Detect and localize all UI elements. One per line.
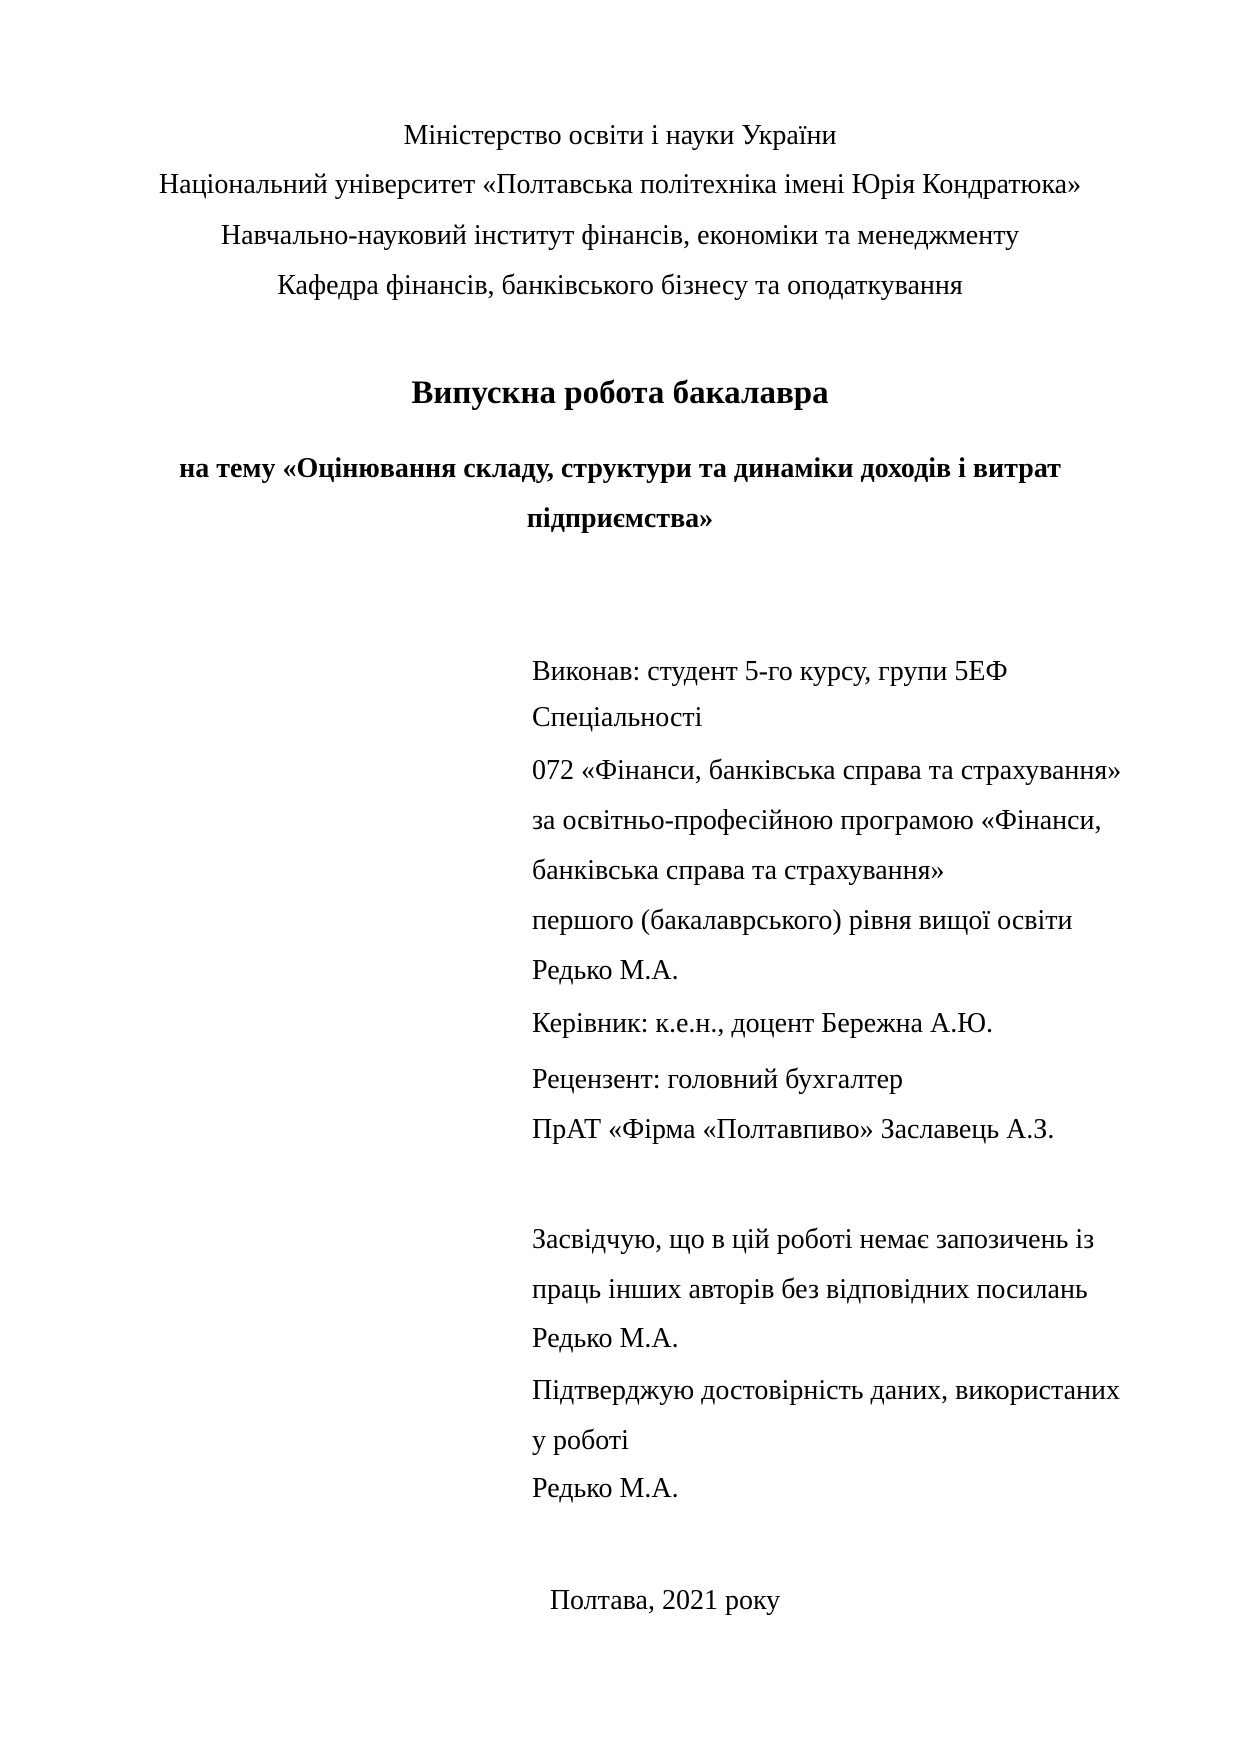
declaration-line: Підтверджую достовірність даних, використаних — [532, 1375, 1120, 1406]
topic-line-1: на тему «Оцінювання складу, структури та динаміки доходів і витрат — [179, 453, 1061, 484]
department-name: Кафедра фінансів, банківського бізнесу та оподаткування — [277, 270, 963, 301]
author-line: першого (бакалаврського) рівня вищої освіти — [532, 905, 1073, 936]
place-and-year: Полтава, 2021 року — [549, 1585, 781, 1616]
supervisor-line: Керівник: к.е.н., доцент Бережна А.Ю. — [532, 1008, 993, 1039]
reviewer-line: ПрАТ «Фірма «Полтавпиво» Заславець А.З. — [532, 1114, 1055, 1145]
author-line: за освітньо-професійною програмою «Фінанси, — [532, 805, 1102, 836]
ministry-name: Міністерство освіти і науки України — [403, 120, 837, 151]
author-line: 072 «Фінанси, банківська справа та страхування» — [532, 755, 1122, 786]
reviewer-line: Рецензент: головний бухгалтер — [532, 1064, 904, 1095]
author-line: Спеціальності — [532, 702, 703, 733]
university-name: Національний університет «Полтавська політехніка імені Юрія Кондратюка» — [158, 169, 1082, 200]
declaration-line: Засвідчую, що в цій роботі немає запозичень із — [532, 1224, 1095, 1255]
declaration-signature: Редько М.А. — [532, 1323, 679, 1354]
author-line: Виконав: студент 5-го курсу, групи 5ЕФ — [532, 656, 1008, 687]
declaration-line: у роботі — [532, 1425, 629, 1456]
author-name: Редько М.А. — [532, 955, 679, 986]
author-line: банківська справа та страхування» — [532, 855, 945, 886]
document-title: Випускна робота бакалавра — [411, 375, 829, 411]
declaration-signature: Редько М.А. — [532, 1473, 679, 1504]
topic-line-2: підприємства» — [526, 503, 714, 534]
declaration-line: праць інших авторів без відповідних посилань — [532, 1274, 1088, 1305]
institute-name: Навчально-науковий інститут фінансів, економіки та менеджменту — [220, 220, 1020, 251]
